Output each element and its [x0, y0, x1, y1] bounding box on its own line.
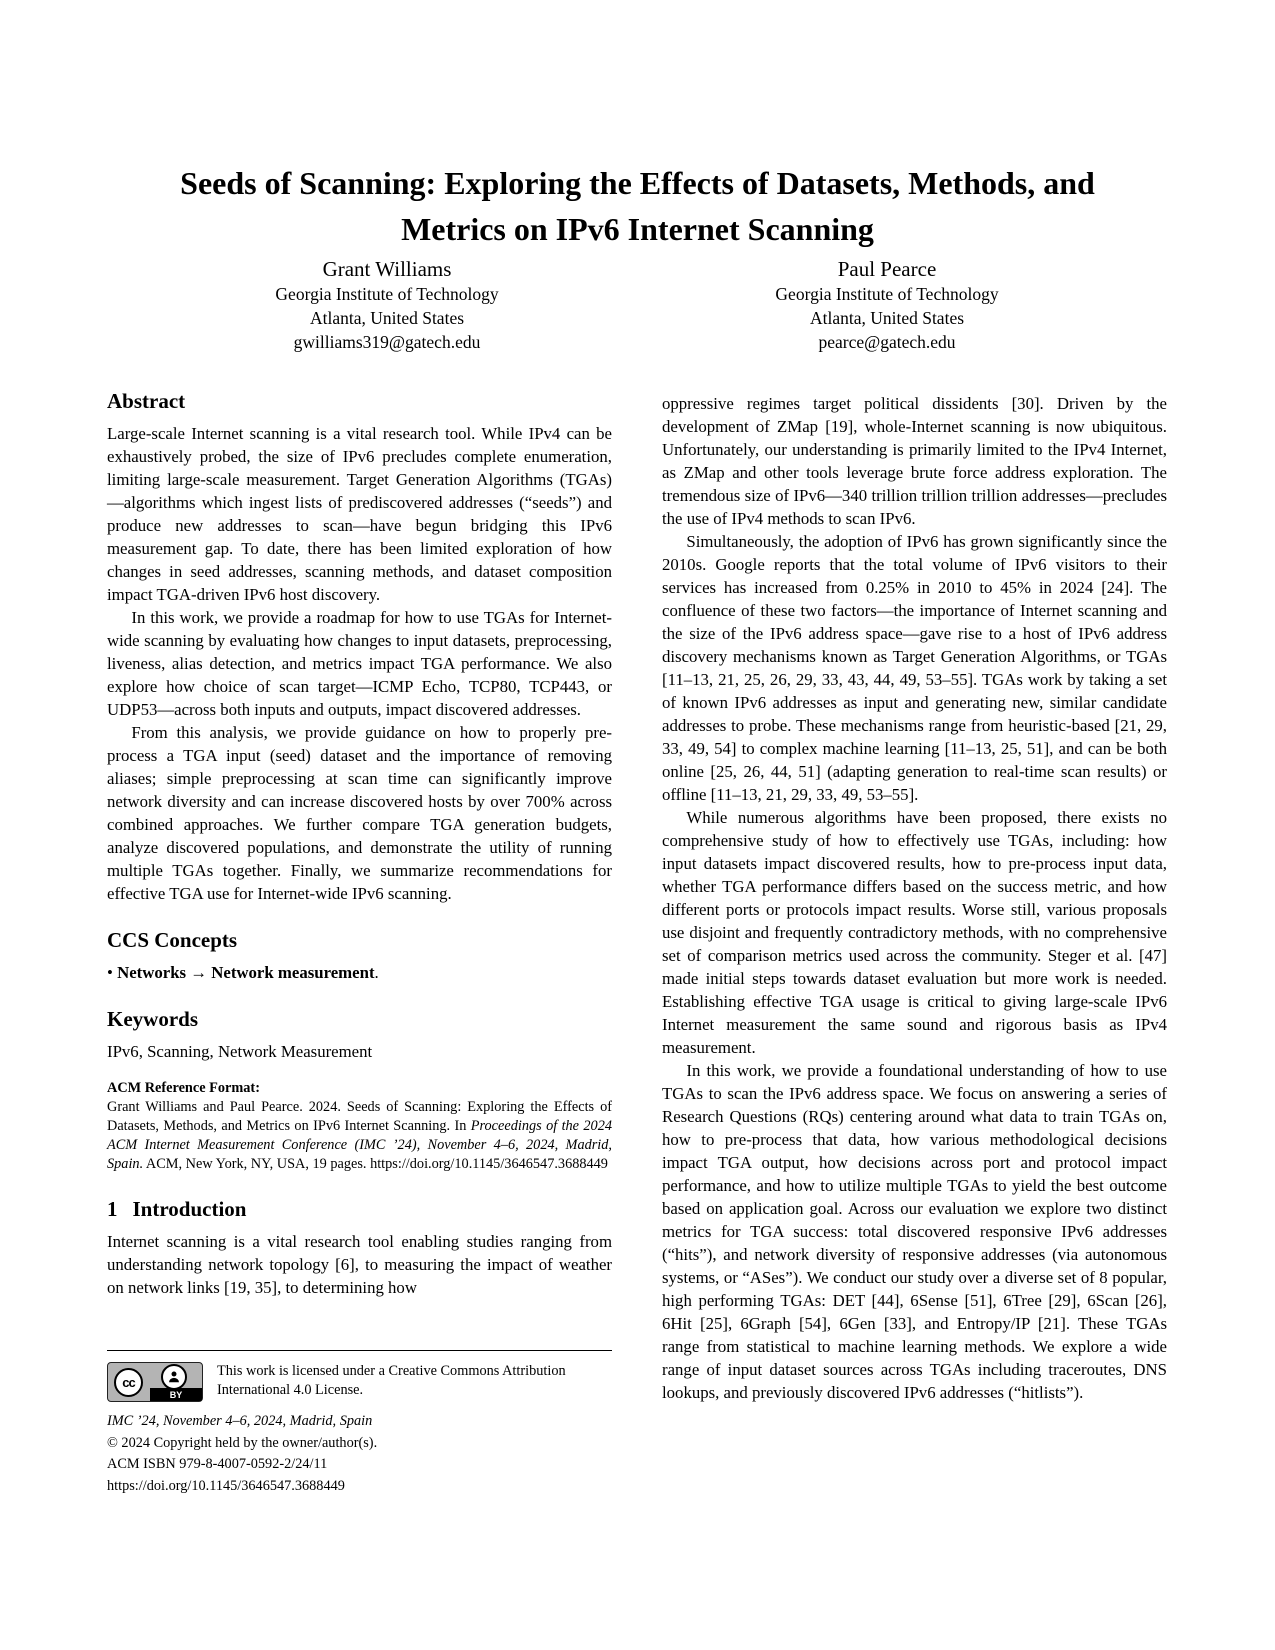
abstract-paragraph: Large-scale Internet scanning is a vital research tool. While IPv4 can be exhaustively probed, the size of IPv6 precludes complete enumeration, limiting large-scale measurement. Target Generation Algorithms (TGAs)—algorithms which ingest lists of prediscovered addresses (“seeds”) and produce new addresses to scan—have begun bridging this IPv6 measurement gap. To date, there has been limited exploration of how changes in seed addresses, scanning methods, and dataset composition impact TGA-driven IPv6 host discovery. [107, 424, 612, 604]
section-number: 1 [107, 1197, 118, 1221]
author-2 [637, 256, 1137, 354]
cc-by-label: BY [150, 1388, 202, 1401]
ccs-heading: CCS Concepts [107, 928, 238, 952]
title-block [0, 160, 1275, 252]
introduction-continued-paragraph: oppressive regimes target political dissidents [30]. Driven by the development of ZMap [19], whole-Internet scanning is now ubiquitous. Unfortunately, our understanding is primarily limited to the IPv4 Internet, as ZMap and other tools leverage brute force address exploration. The tremendous size of IPv6—340 trillion trillion trillion addresses—precludes the use of IPv4 methods to scan IPv6. [662, 394, 1167, 528]
author-1-email[interactable]: gwilliams319@gatech.edu [293, 332, 481, 352]
cc-logo-icon: cc [114, 1368, 143, 1397]
acm-reference-plain: Grant Williams and Paul Pearce. 2024. Seeds of Scanning: Exploring the Effects of Datasets, Methods, and Metrics on IPv6 Internet Scanning. In [107, 1099, 612, 1134]
section-title: Introduction [132, 1197, 247, 1221]
author-2-location: Atlanta, United States [809, 308, 965, 328]
acm-reference-italic: Proceedings of the 2024 ACM Internet Measurement Conference (IMC ’24), November 4–6, 2024, Madrid, Spain. [107, 1118, 613, 1172]
abstract-heading: Abstract [107, 389, 186, 413]
ccs-period: . [374, 963, 379, 982]
acm-reference-doi-link[interactable]: https://doi.org/10.1145/3646547.3688449 [370, 1156, 608, 1172]
introduction-paragraph: Internet scanning is a vital research tool enabling studies ranging from understanding network topology [6], to measuring the impact of weather on network links [19, 35], to determining how [107, 1232, 612, 1297]
author-1-location: Atlanta, United States [309, 308, 465, 328]
cc-by-license-badge[interactable] [107, 1362, 203, 1402]
footnote-rule [107, 1350, 612, 1351]
body-columns [107, 388, 1168, 1404]
author-1-affiliation: Georgia Institute of Technology [275, 284, 499, 304]
conference-info: IMC ’24, November 4–6, 2024, Madrid, Spain [107, 1413, 373, 1429]
paper-title: Seeds of Scanning: Exploring the Effects of Datasets, Methods, and Metrics on IPv6 Internet Scanning [180, 165, 1095, 247]
introduction-continued-paragraph: While numerous algorithms have been proposed, there exists no comprehensive study of how to effectively use TGAs, including: how input datasets impact discovered results, how to pre-process input data, whether TGA performance differs based on the success metric, and how different ports or protocols impact results. Worse still, various proposals use disjoint and frequently contradictory methods, with no comprehensive set of comparison metrics used across the community. Steger et al. [47] made initial steps towards dataset evaluation but more work is needed. Establishing effective TGA usage is critical to giving large-scale IPv6 Internet measurement the same sound and rigorous basis as IPv4 measurement. [662, 808, 1167, 1057]
acm-reference-label: ACM Reference Format: [107, 1080, 260, 1096]
ccs-concept-right: Network measurement [211, 963, 375, 982]
ccs-concept-left: Networks [117, 963, 187, 982]
doi-link[interactable]: https://doi.org/10.1145/3646547.3688449 [107, 1477, 345, 1494]
keywords-heading: Keywords [107, 1007, 198, 1031]
author-block [137, 256, 1137, 354]
ccs-concepts-line [107, 961, 612, 984]
left-column [107, 388, 612, 1404]
license-footnote [107, 1350, 612, 1496]
right-column [662, 388, 1167, 1404]
author-2-email[interactable]: pearce@gatech.edu [818, 332, 956, 352]
author-1 [137, 256, 637, 354]
license-row [107, 1362, 612, 1402]
attribution-person-icon [161, 1364, 187, 1390]
abstract-paragraph: In this work, we provide a roadmap for how to use TGAs for Internet-wide scanning by evaluating how changes to input datasets, preprocessing, liveness, alias detection, and metrics impact TGA performance. We also explore how choice of scan target—ICMP Echo, TCP80, TCP443, or UDP53—across both inputs and outputs, impact discovered addresses. [107, 608, 612, 719]
introduction-continued-paragraph: Simultaneously, the adoption of IPv6 has grown significantly since the 2010s. Google reports that the total volume of IPv6 visitors to their services has increased from 0.25% in 2010 to 45% in 2024 [24]. The confluence of these two factors—the importance of Internet scanning and the size of the IPv6 address space—gave rise to a host of IPv6 address discovery mechanisms known as Target Generation Algorithms, or TGAs [11–13, 21, 25, 26, 29, 33, 43, 44, 49, 53–55]. TGAs work by taking a set of known IPv6 addresses as input and generating new, similar candidate addresses to probe. These mechanisms range from heuristic-based [21, 29, 33, 49, 54] to complex machine learning [11–13, 25, 51], and can be both online [25, 26, 44, 51] (adapting generation to real-time scan results) or offline [11–13, 21, 29, 33, 49, 53–55]. [662, 532, 1167, 804]
author-2-affiliation: Georgia Institute of Technology [775, 284, 999, 304]
author-1-name: Grant Williams [322, 257, 452, 281]
ccs-bullet: • [107, 963, 113, 982]
arrow-right-icon: → [190, 963, 208, 982]
introduction-heading [107, 1196, 612, 1222]
abstract-paragraph: From this analysis, we provide guidance on how to properly pre-process a TGA input (seed) dataset and the importance of removing aliases; simple preprocessing at scan time can significantly improve network diversity and can increase discovered hosts by over 700% across combined approaches. We further compare TGA generation budgets, analyze discovered populations, and demonstrate the utility of running multiple TGAs together. Finally, we summarize recommendations for effective TGA use for Internet-wide IPv6 scanning. [107, 723, 612, 903]
license-text: This work is licensed under a Creative Commons Attribution International 4.0 License. [217, 1363, 566, 1398]
acm-reference-text [107, 1098, 612, 1174]
introduction-continued-paragraph: In this work, we provide a foundational understanding of how to use TGAs to scan the IPv6 address space. We focus on answering a series of Research Questions (RQs) centering around what data to train TGAs on, how to pre-process that data, how various methodological decisions impact TGA output, how decisions across port and protocol impact performance, and how to utilize multiple TGAs to yield the best outcome based on application goal. Across our evaluation we explore two distinct metrics for TGA success: total discovered responsive IPv6 addresses (“hits”), and network diversity of responsive addresses (via autonomous systems, or “ASes”). We conduct our study over a diverse set of 8 popular, high performing TGAs: DET [44], 6Sense [51], 6Tree [29], 6Scan [26], 6Hit [25], 6Graph [54], 6Gen [33], and Entropy/IP [21]. These TGAs range from statistical to machine learning methods. We explore a wide range of input dataset sources across TGAs including traceroutes, DNS lookups, and previously discovered IPv6 addresses (“hitlists”). [662, 1061, 1167, 1402]
copyright-line: © 2024 Copyright held by the owner/author(s). [107, 1434, 378, 1451]
acm-reference-format [107, 1079, 612, 1174]
author-2-name: Paul Pearce [837, 257, 937, 281]
keywords-text: IPv6, Scanning, Network Measurement [107, 1042, 373, 1061]
isbn-line: ACM ISBN 979-8-4007-0592-2/24/11 [107, 1456, 328, 1472]
acm-reference-tail: ACM, New York, NY, USA, 19 pages. [143, 1156, 371, 1172]
